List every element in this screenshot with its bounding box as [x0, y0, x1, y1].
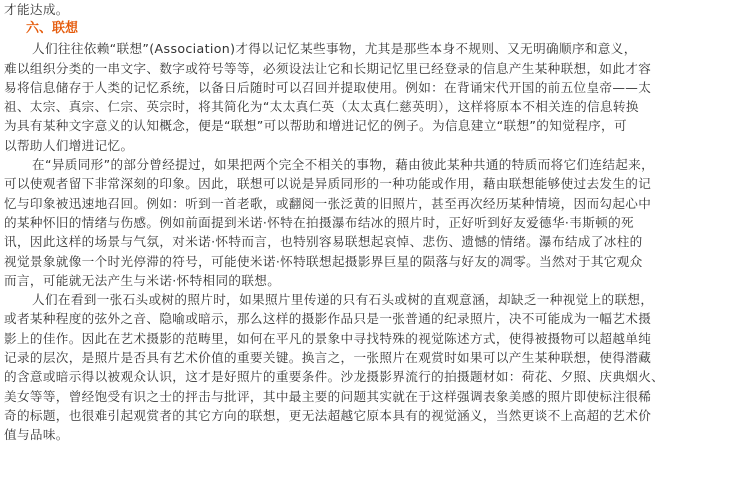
paragraph-line: 的某种怀旧的情绪与伤感。例如前面提到米诺·怀特在拍摄瀑布结冰的照片时，正好听到好友爱德华·韦斯顿的死 — [4, 214, 635, 230]
paragraph-line: 易将信息储存于人类的记忆系统，以备日后随时可以召回并提取使用。例如：在背诵宋代开国的前五位皇帝——太 — [4, 79, 652, 95]
paragraph-line: 或者某种程度的弦外之音、隐喻或暗示，那么这样的摄影作品只是一张普通的纪录照片，决不可能成为一幅艺术摄 — [4, 311, 652, 327]
paragraph-line: 影上的佳作。因此在艺术摄影的范畴里，如何在平凡的景象中寻找特殊的视觉陈述方式，使得被摄物可以超越单纯 — [4, 330, 652, 346]
paragraph-line: 忆与印象被迅速地召回。例如：听到一首老歌，或翻阅一张泛黄的旧照片，甚至再次经历某种情境，因而勾起心中 — [4, 195, 652, 211]
lead-line: 才能达成。 — [4, 2, 69, 17]
paragraph-line: 人们在看到一张石头或树的照片时，如果照片里传递的只有石头或树的直观意涵，却缺乏一种视觉上的联想， — [32, 292, 654, 308]
paragraph-line: 讯，因此这样的场景与气氛，对米诺·怀特而言，也特别容易联想起哀悼、悲伤、遗憾的情绪。瀑布结成了冰柱的 — [4, 234, 643, 250]
paragraph-line: 而言，可能就无法产生与米诺·怀特相同的联想。 — [4, 272, 281, 288]
paragraph-line: 人们往往依赖“联想”(Association)才得以记忆某些事物，尤其是那些本身不规则、又无明确顺序和意义， — [32, 41, 637, 57]
paragraph-line: 难以组织分类的一串文字、数字或符号等等，必须设法让它和长期记忆里已经登录的信息产生某种联想，如此才容 — [4, 60, 652, 76]
paragraph-line: 奇的标题，也很难引起观赏者的其它方向的联想，更无法超越它原本具有的视觉涵义，当然更谈不上高超的艺术价 — [4, 407, 652, 423]
paragraph-line: 可以使观者留下非常深刻的印象。因此，联想可以说是异质同形的一种功能或作用，藉由联想能够使过去发生的记 — [4, 176, 652, 192]
paragraph-association — [4, 39, 738, 155]
paragraph-line: 以帮助人们增进记忆。 — [4, 137, 134, 153]
paragraph-line: 的含意或暗示得以被观众认识，这才是好照片的重要条件。沙龙摄影界流行的拍摄题材如：荷花、夕照、庆典烟火、 — [4, 369, 665, 385]
paragraph-line: 记录的层次，是照片是否具有艺术价值的重要关键。换言之，一张照片在观赏时如果可以产生某种联想，使得潜藏 — [4, 350, 652, 366]
paragraph-heteromorphism — [4, 155, 738, 290]
paragraph-line: 美女等等，曾经饱受有识之士的抨击与批评，其中最主要的问题其实就在于这样强调表象美感的照片即使标注很稀 — [4, 388, 652, 404]
paragraph-line: 为具有某种文字意义的认知概念，便是“联想”可以帮助和增进记忆的例子。为信息建立“联想”的知觉程序，可 — [4, 118, 627, 134]
section-heading: 六、联想 — [26, 21, 79, 37]
paragraph-line: 视觉景象就像一个时光停滞的符号，可能使米诺·怀特联想起摄影界巨星的陨落与好友的凋零。当然对于其它观众 — [4, 253, 643, 269]
paragraph-line: 在“异质同形”的部分曾经提过，如果把两个完全不相关的事物，藉由彼此某种共通的特质而将它们连结起来， — [32, 157, 655, 173]
paragraph-art-photography — [4, 290, 738, 444]
paragraph-line: 值与品味。 — [4, 427, 69, 443]
paragraph-line: 祖、太宗、真宗、仁宗、英宗时，将其简化为“太太真仁英（太太真仁慈英明），这样将原本不相关连的信息转换 — [4, 99, 639, 115]
